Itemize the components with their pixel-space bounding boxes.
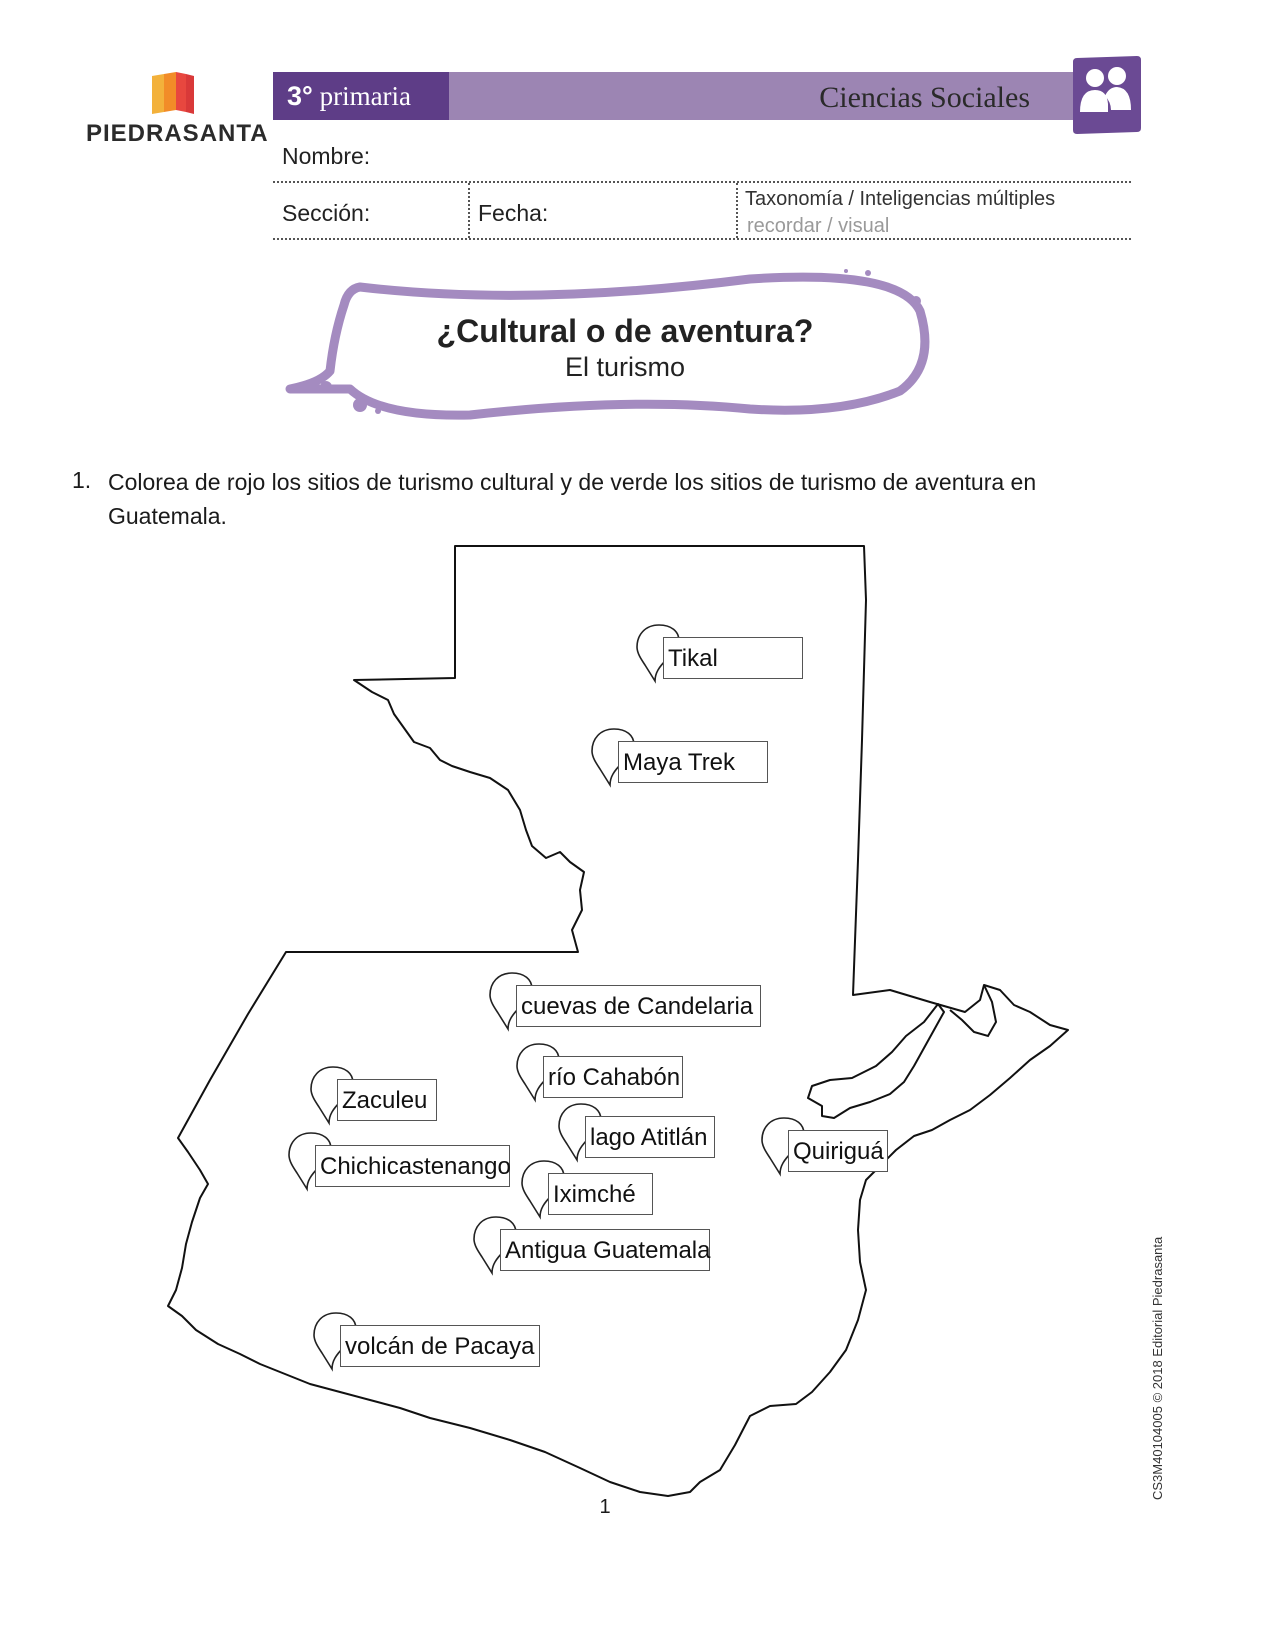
place-label: cuevas de Candelaria bbox=[516, 985, 761, 1027]
place-marker[interactable] bbox=[521, 1056, 685, 1098]
worksheet-subtitle: El turismo bbox=[564, 352, 686, 382]
place-marker[interactable] bbox=[315, 1079, 439, 1121]
name-label: Nombre: bbox=[282, 143, 371, 169]
place-marker[interactable] bbox=[318, 1325, 542, 1367]
place-label: Antigua Guatemala bbox=[500, 1229, 710, 1271]
place-label: Maya Trek bbox=[618, 741, 768, 783]
place-label: Chichicastenango bbox=[315, 1145, 510, 1187]
place-label: río Cahabón bbox=[543, 1056, 683, 1098]
grade-number: 3° bbox=[287, 81, 313, 111]
place-marker[interactable] bbox=[526, 1173, 655, 1215]
question-number: 1. bbox=[72, 467, 92, 493]
place-label: lago Atitlán bbox=[585, 1116, 715, 1158]
place-marker[interactable] bbox=[478, 1229, 712, 1271]
place-label: volcán de Pacaya bbox=[340, 1325, 540, 1367]
worksheet-title: ¿Cultural o de aventura? bbox=[436, 313, 814, 349]
place-marker[interactable] bbox=[641, 637, 805, 679]
place-marker[interactable] bbox=[596, 741, 770, 783]
taxonomy-values: recordar / visual bbox=[747, 215, 890, 237]
copyright-text: CS3M40104005 © 2018 Editorial Piedrasanta bbox=[1150, 1236, 1165, 1500]
place-label: Iximché bbox=[548, 1173, 653, 1215]
grade-label: primaria bbox=[319, 81, 412, 111]
place-marker[interactable] bbox=[766, 1130, 890, 1172]
date-label: Fecha: bbox=[478, 200, 549, 226]
question-text: Colorea de rojo los sitios de turismo cultural y de verde los sitios de turismo de aventura en Guatemala. bbox=[108, 469, 1037, 529]
lake-izabal-outline bbox=[808, 1004, 944, 1118]
publisher-name: PIEDRASANTA bbox=[86, 120, 269, 147]
subject-title: Ciencias Sociales bbox=[819, 81, 1030, 114]
place-marker[interactable] bbox=[494, 985, 763, 1027]
place-label: Quiriguá bbox=[788, 1130, 888, 1172]
place-label: Zaculeu bbox=[337, 1079, 437, 1121]
page-number: 1 bbox=[599, 1496, 611, 1518]
taxonomy-label: Taxonomía / Inteligencias múltiples bbox=[745, 188, 1056, 210]
section-label: Sección: bbox=[282, 200, 371, 226]
place-marker[interactable] bbox=[563, 1116, 717, 1158]
place-marker[interactable] bbox=[293, 1145, 512, 1187]
place-label: Tikal bbox=[663, 637, 803, 679]
